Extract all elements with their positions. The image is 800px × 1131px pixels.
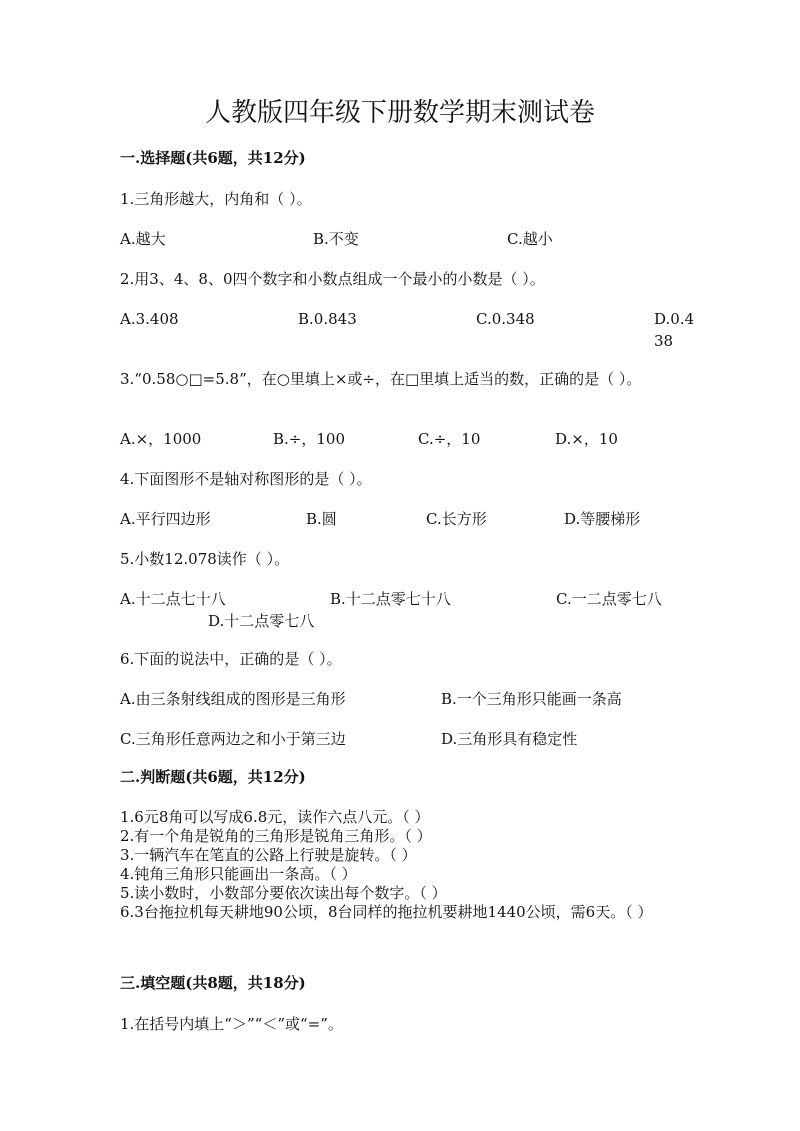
- section-heading-judge: 二.判断题(共6题，共12分): [120, 768, 306, 786]
- judge-item-5: 5.读小数时，小数部分要依次读出每个数字。（ ）: [120, 884, 447, 902]
- option-3a: A.×，1000: [120, 430, 202, 448]
- judge-item-4: 4.钝角三角形只能画出一条高。（ ）: [120, 865, 357, 883]
- judge-list: [120, 808, 700, 922]
- question-5: 5.小数12.078读作（ ）。: [120, 550, 290, 568]
- option-1a: A.越大: [120, 230, 166, 248]
- fill-question-1: 1.在括号内填上“＞”“＜”或“=”。: [120, 1015, 343, 1033]
- option-2c: C.0.348: [476, 310, 535, 328]
- judge-item-1: 1.6元8角可以写成6.8元，读作六点八元。（ ）: [120, 808, 430, 826]
- option-3c: C.÷，10: [418, 430, 481, 448]
- question-3: 3.“0.58○□=5.8”，在○里填上×或÷，在□里填上适当的数，正确的是（ ）。: [120, 370, 642, 388]
- option-2a: A.3.408: [120, 310, 179, 328]
- question-1: 1.三角形越大，内角和（ ）。: [120, 190, 312, 208]
- option-6d: D.三角形具有稳定性: [441, 730, 578, 748]
- section-heading-fill: 三.填空题(共8题，共18分): [120, 974, 306, 992]
- question-4: 4.下面图形不是轴对称图形的是（ ）。: [120, 470, 372, 488]
- option-5d: D.十二点零七八: [208, 612, 315, 630]
- option-2d: [654, 308, 702, 352]
- option-6a: A.由三条射线组成的图形是三角形: [120, 690, 346, 708]
- option-6b: B.一个三角形只能画一条高: [441, 690, 622, 708]
- option-2b: B.0.843: [298, 310, 357, 328]
- page-title: 人教版四年级下册数学期末测试卷: [204, 98, 595, 128]
- judge-item-6: 6.3台拖拉机每天耕地90公顷，8台同样的拖拉机要耕地1440公顷，需6天。（ ）: [120, 903, 653, 921]
- option-1c: C.越小: [507, 230, 553, 248]
- question-6: 6.下面的说法中，正确的是（ ）。: [120, 650, 342, 668]
- option-4a: A.平行四边形: [120, 510, 211, 528]
- section-heading-choice: 一.选择题(共6题，共12分): [120, 149, 306, 167]
- option-6c: C.三角形任意两边之和小于第三边: [120, 730, 346, 748]
- question-2: 2.用3、4、8、0四个数字和小数点组成一个最小的小数是（ ）。: [120, 270, 545, 288]
- option-5a: A.十二点七十八: [120, 590, 226, 608]
- judge-item-2: 2.有一个角是锐角的三角形是锐角三角形。（ ）: [120, 827, 432, 845]
- option-1b: B.不变: [313, 230, 359, 248]
- option-4d: D.等腰梯形: [564, 510, 641, 528]
- option-5b: B.十二点零七十八: [330, 590, 451, 608]
- judge-item-3: 3.一辆汽车在笔直的公路上行驶是旋转。（ ）: [120, 846, 417, 864]
- option-4c: C.长方形: [426, 510, 487, 528]
- option-3b: B.÷，100: [273, 430, 345, 448]
- option-2d-text: D.0.438: [654, 310, 695, 350]
- option-4b: B.圆: [306, 510, 337, 528]
- option-3d: D.×，10: [555, 430, 618, 448]
- option-5c: C.一二点零七八: [556, 590, 662, 608]
